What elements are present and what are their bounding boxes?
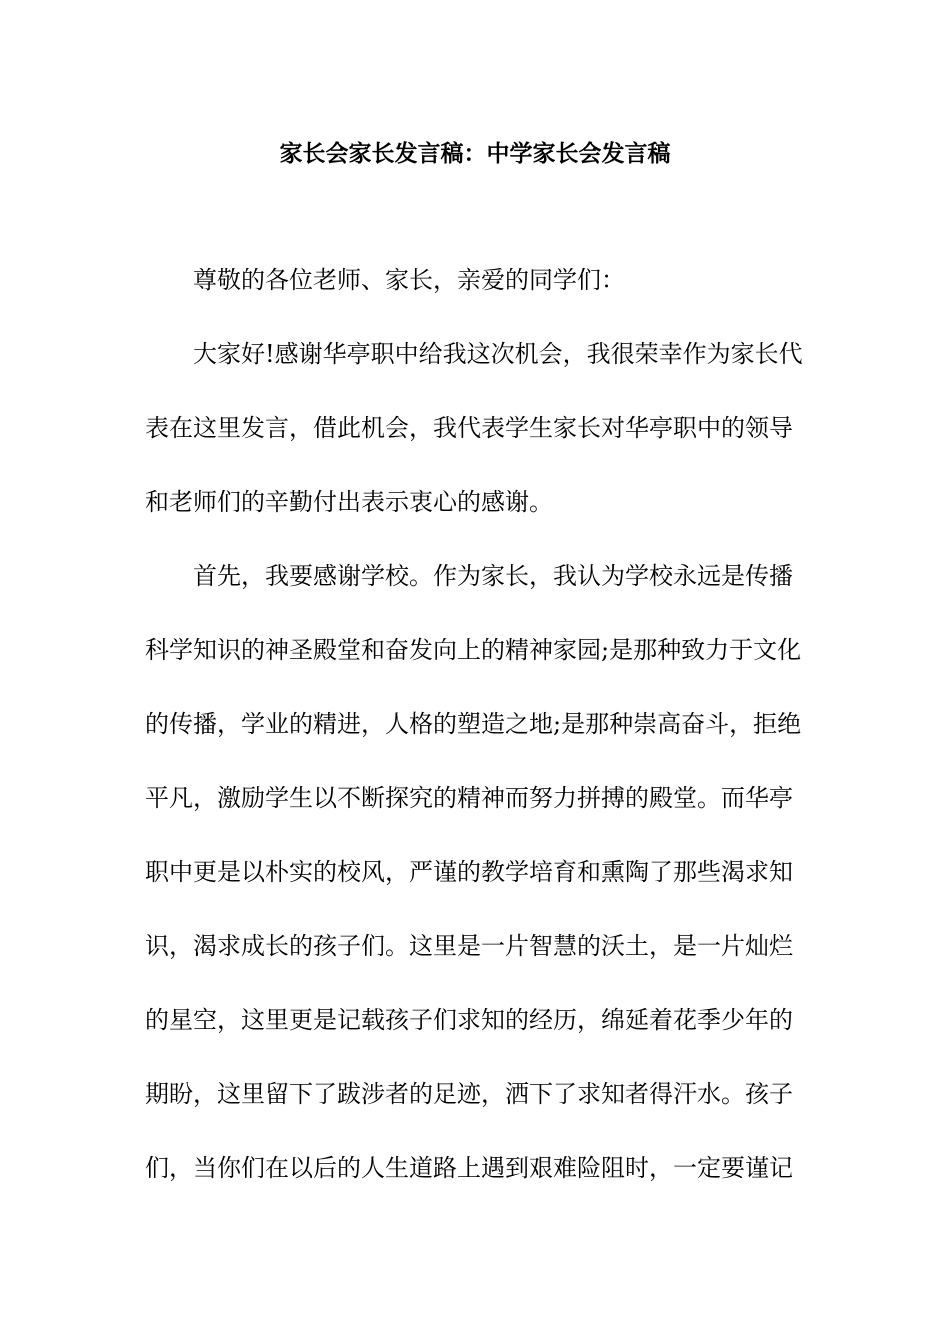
text-line-5: 科学知识的神圣殿堂和奋发向上的精神家园;是那种致力于文化 bbox=[145, 636, 802, 664]
text-line-2: 表在这里发言，借此机会，我代表学生家长对华亭职中的领导 bbox=[145, 414, 793, 442]
text-line-10: 的星空，这里更是记载孩子们求知的经历，绵延着花季少年的 bbox=[145, 1006, 793, 1034]
text-line-11: 期盼，这里留下了跋涉者的足迹，洒下了求知者得汗水。孩子 bbox=[145, 1080, 793, 1108]
text-line-9: 识，渴求成长的孩子们。这里是一片智慧的沃土，是一片灿烂 bbox=[145, 932, 793, 960]
text-line-1: 大家好!感谢华亭职中给我这次机会，我很荣幸作为家长代 bbox=[193, 340, 803, 368]
text-line-3: 和老师们的辛勤付出表示衷心的感谢。 bbox=[145, 488, 553, 516]
text-line-6: 的传播，学业的精进，人格的塑造之地;是那种崇高奋斗，拒绝 bbox=[145, 710, 802, 738]
text-line-8: 职中更是以朴实的校风，严谨的教学培育和熏陶了那些渴求知 bbox=[145, 858, 793, 886]
text-line-4: 首先，我要感谢学校。作为家长，我认为学校永远是传播 bbox=[193, 562, 793, 590]
document-title: 家长会家长发言稿：中学家长会发言稿 bbox=[279, 140, 671, 167]
text-line-7: 平凡，激励学生以不断探究的精神而努力拼搏的殿堂。而华亭 bbox=[145, 784, 793, 812]
text-line-12: 们，当你们在以后的人生道路上遇到艰难险阻时，一定要谨记 bbox=[145, 1154, 793, 1182]
text-line-salutation: 尊敬的各位老师、家长，亲爱的同学们： bbox=[193, 266, 625, 294]
